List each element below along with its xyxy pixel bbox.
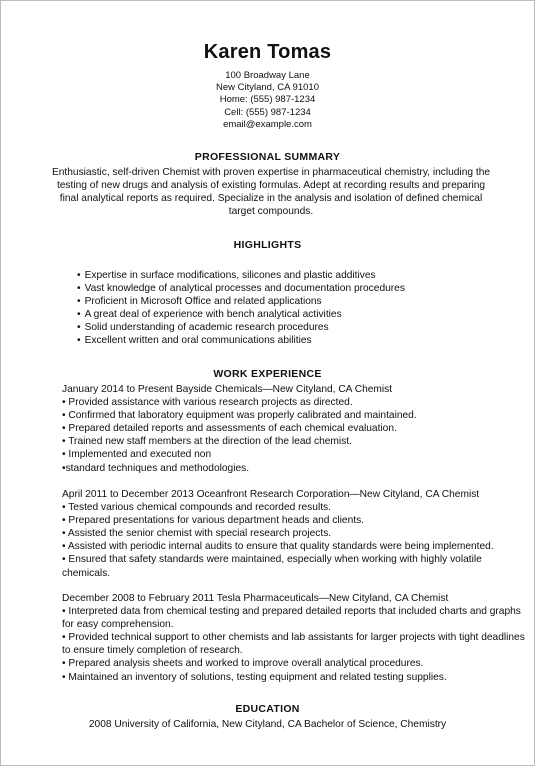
job-bullet: • Interpreted data from chemical testing and prepared detailed reports that included charts and graphs for easy comprehension. <box>62 606 521 631</box>
job-heading: April 2011 to December 2013 Oceanfront Research Corporation—New Cityland, CA Chemist <box>62 489 480 500</box>
job-bullet: • Maintained an inventory of solutions, testing equipment and related testing supplies. <box>62 671 447 683</box>
summary-text: Enthusiastic, self-driven Chemist with proven expertise in pharmaceutical chemistry, including the testing of new drugs and analysis of existing formulas. Adept at recording results and preparing final analytical reports as required. Specialize in the analysis and isolation of defined chemical target compounds. <box>51 167 491 217</box>
job-bullet: • Trained new staff members at the direction of the lead chemist. <box>62 436 352 448</box>
list-item: • Proficient in Microsoft Office and related applications <box>77 295 477 308</box>
job-bullet: • Tested various chemical compounds and recorded results. <box>62 502 331 514</box>
education-entry: 2008 University of California, New Cityland, CA Bachelor of Science, Chemistry <box>88 719 447 730</box>
job-entry <box>62 383 532 475</box>
job-heading: December 2008 to February 2011 Tesla Pharmaceuticals—New Cityland, CA Chemist <box>62 593 449 604</box>
job-bullet: • Prepared analysis sheets and worked to improve overall analytical procedures. <box>62 658 424 670</box>
job-bullet: • Prepared presentations for various department heads and clients. <box>62 515 365 527</box>
contact-block <box>1 70 534 131</box>
job-heading: January 2014 to Present Bayside Chemicals—New Cityland, CA Chemist <box>62 384 393 395</box>
job-bullet: • Implemented and executed non <box>62 449 212 461</box>
address-line: 100 Broadway Lane <box>225 70 310 81</box>
list-item: • Expertise in surface modifications, silicones and plastic additives <box>77 269 477 282</box>
job-bullet: • Prepared detailed reports and assessments of each chemical evaluation. <box>62 423 397 435</box>
list-item: • Solid understanding of academic research procedures <box>77 321 477 334</box>
job-bullet: • Confirmed that laboratory equipment was properly calibrated and maintained. <box>62 410 417 422</box>
job-bullet: •standard techniques and methodologies. <box>62 462 250 474</box>
cell-phone: Cell: (555) 987-1234 <box>224 106 311 118</box>
job-bullet: • Provided assistance with various research projects as directed. <box>62 397 353 409</box>
list-item: • Excellent written and oral communications abilities <box>77 334 477 347</box>
job-bullet: • Ensured that safety standards were maintained, especially when working with highly volatile chemicals. <box>62 554 482 579</box>
job-entry <box>62 488 532 580</box>
work-experience-heading: WORK EXPERIENCE <box>213 368 322 380</box>
list-item: • A great deal of experience with bench analytical activities <box>77 308 477 321</box>
summary-heading: PROFESSIONAL SUMMARY <box>194 151 341 163</box>
job-bullet: • Assisted the senior chemist with special research projects. <box>62 528 332 540</box>
city-line: New Cityland, CA 91010 <box>216 82 319 94</box>
highlights-heading: HIGHLIGHTS <box>233 239 302 251</box>
email: email@example.com <box>223 118 312 130</box>
highlights-list <box>77 269 477 348</box>
job-bullet: • Provided technical support to other chemists and lab assistants for larger projects with tight deadlines to ensure timely completion of research. <box>62 632 525 657</box>
job-entry <box>62 592 532 684</box>
education-heading: EDUCATION <box>235 703 300 715</box>
list-item: • Vast knowledge of analytical processes and documentation procedures <box>77 282 477 295</box>
home-phone: Home: (555) 987-1234 <box>219 94 316 106</box>
candidate-name: Karen Tomas <box>203 41 332 63</box>
job-bullet: • Assisted with periodic internal audits to ensure that quality standards were being implemented. <box>62 541 494 553</box>
